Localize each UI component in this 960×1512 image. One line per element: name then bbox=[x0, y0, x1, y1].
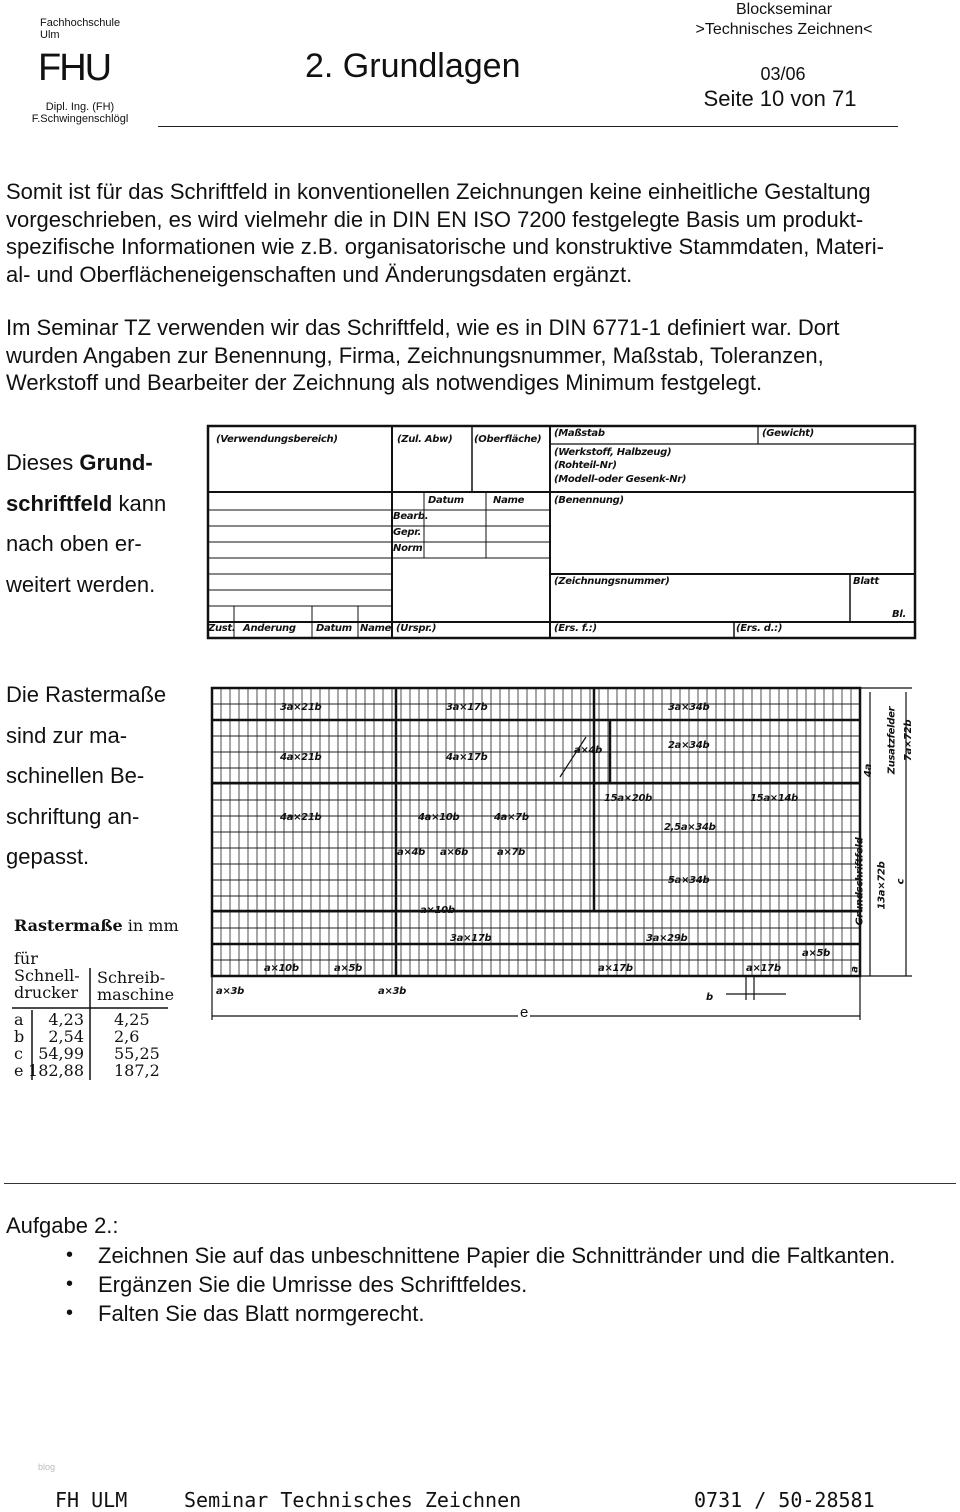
side1-pre: Dieses bbox=[6, 450, 80, 475]
grid-label: 4a×21b bbox=[280, 752, 322, 763]
grid-label: a×10b bbox=[264, 963, 299, 974]
side-note-title-block bbox=[6, 443, 206, 605]
tb-modell: (Modell-oder Gesenk-Nr) bbox=[554, 474, 687, 485]
section-rule bbox=[4, 1183, 956, 1184]
raster-v1: 4,23 bbox=[48, 1010, 84, 1029]
footer bbox=[0, 1488, 960, 1512]
tb-gepr: Gepr. bbox=[393, 527, 421, 538]
grid-label: a×7b bbox=[497, 847, 526, 858]
grid-label: 4a×17b bbox=[446, 752, 488, 763]
raster-v1: 2,54 bbox=[48, 1027, 84, 1046]
tb-werkstoff: (Werkstoff, Halbzeug) bbox=[554, 447, 672, 458]
header-rule bbox=[158, 126, 898, 127]
raster-row bbox=[14, 1011, 174, 1028]
tb-zust: Zust. bbox=[208, 623, 236, 634]
tb-urspr: (Urspr.) bbox=[396, 623, 437, 634]
tb-verwendungsbereich: (Verwendungsbereich) bbox=[216, 434, 338, 445]
date: 03/06 bbox=[760, 64, 806, 84]
author-line1: Dipl. Ing. (FH) bbox=[45, 101, 115, 113]
fhu-logo: FHU bbox=[38, 47, 111, 89]
paragraph-2 bbox=[6, 314, 956, 397]
dim-c: c bbox=[895, 878, 907, 885]
grid-label: 15a×20b bbox=[604, 793, 653, 804]
raster-v2: 55,25 bbox=[114, 1044, 160, 1063]
raster-table-title bbox=[14, 916, 179, 936]
grid-label: a×6b bbox=[440, 847, 469, 858]
tb-aenderung: Änderung bbox=[243, 623, 296, 634]
dim-13a72b: 13a×72b bbox=[876, 861, 888, 910]
school-name bbox=[40, 17, 120, 41]
col2-line1: Schreib- bbox=[97, 968, 166, 987]
grid-label: a×4b bbox=[574, 745, 603, 756]
grid-label: a×10b bbox=[420, 905, 455, 916]
side1-post: kann bbox=[112, 490, 167, 516]
seminar-line1: Blockseminar bbox=[735, 1, 833, 18]
side-note-grid bbox=[6, 675, 206, 878]
raster-grid-figure bbox=[206, 682, 926, 1022]
tb-zeichnungsnummer: (Zeichnungsnummer) bbox=[554, 576, 670, 587]
raster-key: e bbox=[14, 1061, 24, 1080]
paragraph-1 bbox=[6, 178, 956, 288]
grid-label: 3a×21b bbox=[280, 702, 322, 713]
tb-massstab: (Maßstab bbox=[554, 428, 605, 439]
tb-ers-f: (Ers. f.:) bbox=[554, 623, 597, 634]
seminar-title bbox=[664, 0, 904, 40]
side2-line: schriftung an- bbox=[6, 803, 140, 829]
grid-label: a×4b bbox=[397, 847, 426, 858]
tb-zul-abw: (Zul. Abw) bbox=[397, 434, 453, 445]
grid-label: 3a×17b bbox=[450, 933, 492, 944]
raster-table-rows bbox=[14, 1011, 174, 1079]
side1-line3: nach oben er- bbox=[6, 531, 142, 556]
raster-row bbox=[14, 1028, 174, 1045]
tb-datum: Datum bbox=[428, 495, 464, 506]
tb-benennung: (Benennung) bbox=[554, 495, 624, 506]
task-item: • Ergänzen Sie die Umrisse des Schriftfeldes. bbox=[6, 1270, 960, 1299]
dim-7a72b: 7a×72b bbox=[903, 719, 915, 762]
dim-zusatzfelder: Zusatzfelder bbox=[886, 706, 898, 775]
side1-bold-2: schriftfeld bbox=[6, 490, 113, 516]
author-line2: F.Schwingenschlögl bbox=[31, 113, 129, 125]
grid-label: 2,5a×34b bbox=[664, 822, 716, 833]
grid-label: 5a×34b bbox=[668, 875, 710, 886]
text-line: al- und Oberflächeneigenschaften und Änderungsdaten ergänzt. bbox=[6, 261, 633, 287]
author bbox=[10, 101, 150, 125]
raster-title-rest: in mm bbox=[122, 916, 179, 935]
seminar-line2: >Technisches Zeichnen< bbox=[695, 21, 873, 38]
text-line: Werkstoff und Bearbeiter der Zeichnung als notwendiges Minimum festgelegt. bbox=[6, 370, 763, 395]
text-line: spezifische Informationen wie z.B. organisatorische und konstruktive Stammdaten, Materi- bbox=[6, 234, 884, 259]
side2-line: Die Rastermaße bbox=[6, 682, 167, 707]
grid-label: a×5b bbox=[334, 963, 363, 974]
dim-grundschriftfeld: Grundschriftfeld bbox=[854, 837, 866, 926]
raster-key: a bbox=[14, 1010, 24, 1029]
side2-line: sind zur ma- bbox=[6, 722, 128, 748]
grid-label: 15a×14b bbox=[750, 793, 799, 804]
grid-label: a×17b bbox=[598, 963, 633, 974]
tb-ers-d: (Ers. d.:) bbox=[736, 623, 783, 634]
tb-blatt: Blatt bbox=[853, 576, 879, 587]
tb-name2: Name bbox=[360, 623, 392, 634]
col2-line2: maschine bbox=[97, 985, 175, 1004]
page-info: Seite 10 von 71 bbox=[703, 86, 857, 111]
footer-right: 0731 / 50-28581 bbox=[694, 1488, 875, 1512]
watermark: blog bbox=[38, 1462, 56, 1472]
tb-oberflaeche: (Oberfläche) bbox=[474, 434, 542, 445]
raster-title-bold: Rastermaße bbox=[14, 916, 123, 935]
col1-line3: drucker bbox=[14, 983, 78, 1002]
raster-v2: 187,2 bbox=[114, 1061, 160, 1080]
grid-label: 4a×21b bbox=[280, 812, 322, 823]
dim-b: b bbox=[706, 992, 713, 1003]
text-line: Im Seminar TZ verwenden wir das Schriftfeld, wie es in DIN 6771-1 definiert war. Dort bbox=[6, 315, 840, 340]
footer-left: FH ULM bbox=[55, 1488, 128, 1512]
grid-label: a×5b bbox=[802, 948, 831, 959]
col1-line2: Schnell- bbox=[14, 966, 80, 985]
col1-line1: für bbox=[14, 949, 38, 968]
tb-norm: Norm bbox=[393, 543, 423, 554]
footer-center: Seminar Technisches Zeichnen bbox=[184, 1488, 522, 1512]
text-line: vorgeschrieben, es wird vielmehr die in DIN EN ISO 7200 festgelegte Basis um produkt- bbox=[6, 206, 864, 232]
grid-label: a×17b bbox=[746, 963, 781, 974]
text-line: wurden Angaben zur Benennung, Firma, Zeichnungsnummer, Maßstab, Toleranzen, bbox=[6, 342, 824, 368]
chapter-title: 2. Grundlagen bbox=[305, 47, 521, 85]
task-item: • Zeichnen Sie auf das unbeschnittene Papier die Schnittränder und die Faltkanten. bbox=[6, 1241, 960, 1270]
side2-line: gepasst. bbox=[6, 844, 90, 869]
grid-label: 4a×10b bbox=[418, 812, 460, 823]
grid-label: 2a×34b bbox=[668, 740, 710, 751]
tb-name: Name bbox=[493, 495, 525, 506]
raster-key: c bbox=[14, 1044, 23, 1063]
grid-label: 3a×29b bbox=[646, 933, 688, 944]
side1-bold-1: Grund- bbox=[79, 450, 153, 475]
raster-row bbox=[14, 1062, 174, 1079]
school-line2: Ulm bbox=[40, 29, 60, 41]
dim-4a: 4a bbox=[863, 763, 875, 778]
text-line: Somit ist für das Schriftfeld in konventionellen Zeichnungen keine einheitliche Gestaltung bbox=[6, 179, 871, 204]
grid-label: a×3b bbox=[216, 986, 245, 997]
raster-v2: 2,6 bbox=[114, 1027, 140, 1046]
raster-key: b bbox=[14, 1027, 25, 1046]
raster-row bbox=[14, 1045, 174, 1062]
dim-a: a bbox=[849, 966, 861, 973]
raster-v2: 4,25 bbox=[114, 1010, 150, 1029]
grid-label: 3a×17b bbox=[446, 702, 488, 713]
tb-gewicht: (Gewicht) bbox=[762, 428, 814, 439]
side2-line: schinellen Be- bbox=[6, 763, 145, 788]
school-line1: Fachhochschule bbox=[40, 17, 121, 29]
grid-label: 4a×7b bbox=[494, 812, 529, 823]
raster-v1: 182,88 bbox=[28, 1061, 84, 1080]
task-list bbox=[6, 1241, 960, 1328]
tb-datum2: Datum bbox=[316, 623, 352, 634]
tb-rohteil: (Rohteil-Nr) bbox=[554, 460, 617, 471]
tb-bearb: Bearb. bbox=[393, 511, 429, 522]
task-item: • Falten Sie das Blatt normgerecht. bbox=[6, 1299, 960, 1328]
grid-label: a×3b bbox=[378, 986, 407, 997]
dim-e: e bbox=[520, 1004, 529, 1021]
tb-bl: Bl. bbox=[892, 609, 906, 620]
task-title: Aufgabe 2.: bbox=[6, 1213, 119, 1238]
raster-v1: 54,99 bbox=[38, 1044, 84, 1063]
side1-line4: weitert werden. bbox=[6, 571, 156, 597]
grid-label: 3a×34b bbox=[668, 702, 710, 713]
